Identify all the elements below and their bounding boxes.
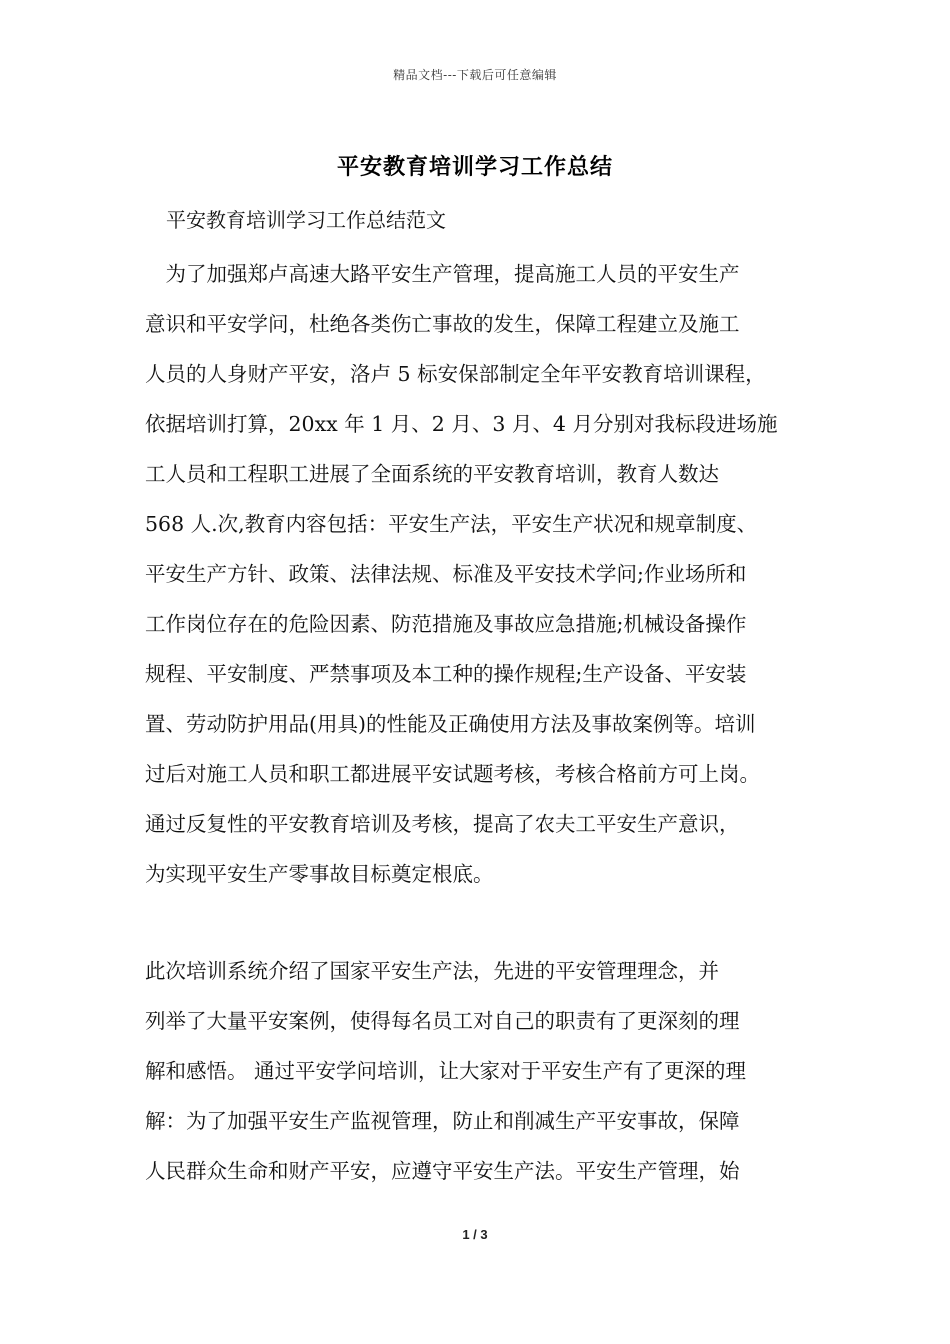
paragraph-1 — [145, 249, 825, 899]
paragraph-line: 此次培训系统介绍了国家平安生产法，先进的平安管理理念，并 — [145, 959, 719, 983]
document-subtitle: 平安教育培训学习工作总结范文 — [166, 208, 446, 232]
paragraph-line: 解：为了加强平安生产监视管理，防止和削减生产平安事故，保障 — [145, 1109, 740, 1133]
paragraph-line: 为了加强郑卢高速大路平安生产管理，提高施工人员的平安生产 — [145, 262, 740, 286]
paragraph-2 — [145, 946, 825, 1196]
paragraph-line: 为实现平安生产零事故目标奠定根底。 — [145, 862, 494, 886]
paragraph-line: 依据培训打算，20xx 年 1 月、2 月、3 月、4 月分别对我标段进场施 — [145, 412, 778, 436]
paragraph-line: 意识和平安学问，杜绝各类伤亡事故的发生，保障工程建立及施工 — [145, 312, 740, 336]
paragraph-line: 人民群众生命和财产平安，应遵守平安生产法。平安生产管理，始 — [145, 1159, 740, 1183]
paragraph-line: 解和感悟。 通过平安学问培训，让大家对于平安生产有了更深的理 — [145, 1059, 747, 1083]
page-number: 1 / 3 — [462, 1227, 488, 1242]
paragraph-line: 工人员和工程职工进展了全面系统的平安教育培训，教育人数达 — [145, 462, 719, 486]
paragraph-line: 通过反复性的平安教育培训及考核，提高了农夫工平安生产意识， — [145, 812, 740, 836]
paragraph-line: 人员的人身财产平安，洛卢 5 标安保部制定全年平安教育培训课程， — [145, 362, 766, 386]
paragraph-line: 置、劳动防护用品(用具)的性能及正确使用方法及事故案例等。培训 — [145, 712, 756, 736]
paragraph-line: 平安生产方针、政策、法律法规、标准及平安技术学问;作业场所和 — [145, 562, 747, 586]
document-title: 平安教育培训学习工作总结 — [336, 154, 613, 180]
paragraph-line: 568 人.次,教育内容包括：平安生产法，平安生产状况和规章制度、 — [145, 512, 758, 536]
paragraph-line: 过后对施工人员和职工都进展平安试题考核，考核合格前方可上岗。 — [145, 762, 760, 786]
paragraph-line: 工作岗位存在的危险因素、防范措施及事故应急措施;机械设备操作 — [145, 612, 747, 636]
paragraph-line: 规程、平安制度、严禁事项及本工种的操作规程;生产设备、平安装 — [145, 662, 747, 686]
paragraph-line: 列举了大量平安案例，使得每名员工对自己的职责有了更深刻的理 — [145, 1009, 740, 1033]
page-header: 精品文档---下载后可任意编辑 — [393, 68, 557, 82]
